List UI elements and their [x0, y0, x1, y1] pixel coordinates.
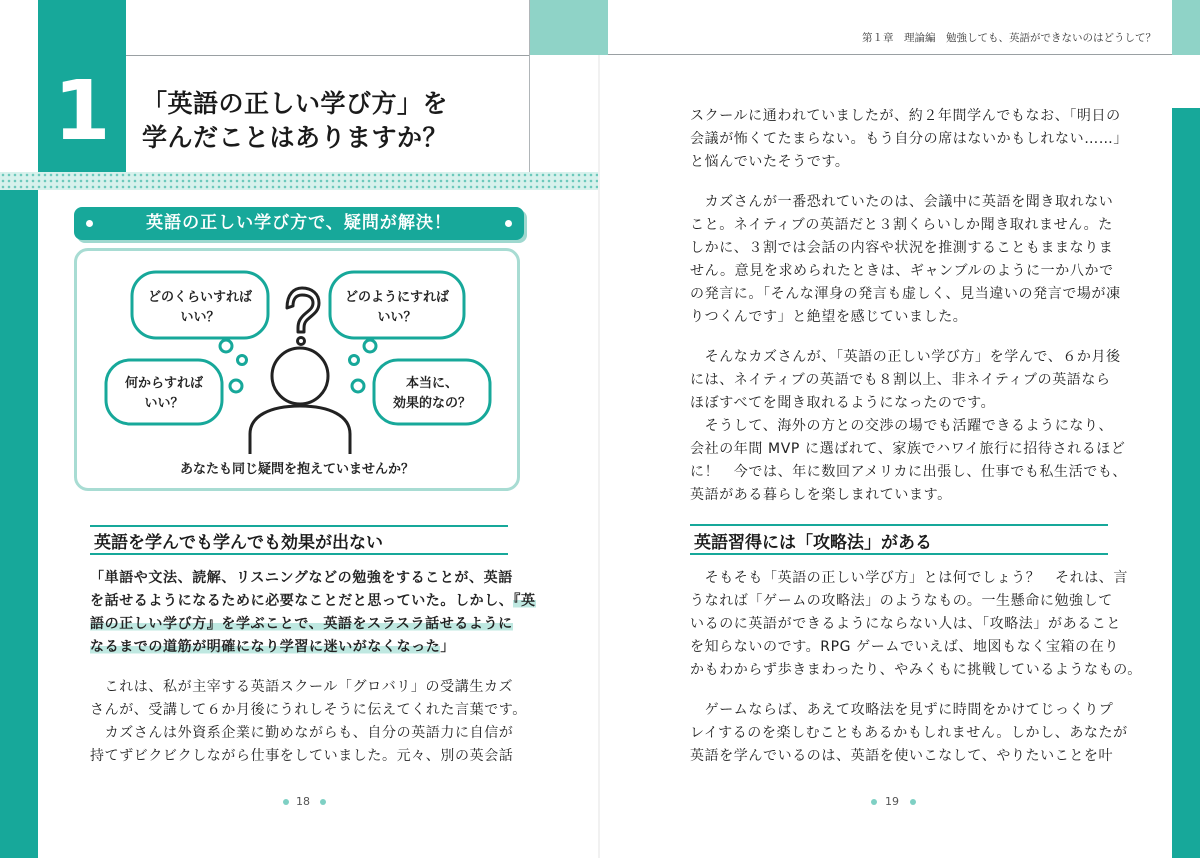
page-number-left: 18 — [296, 795, 310, 808]
body-line: 会議が怖くてたまらない。もう自分の席はないかもしれない……」 — [690, 131, 1128, 147]
header-tab — [600, 0, 608, 55]
illustration-graphic — [74, 248, 520, 491]
body-line: スクールに通われていましたが、約２年間学んでもなお、「明日の — [690, 108, 1121, 124]
heading-rule-top — [690, 524, 1108, 526]
gutter — [598, 0, 600, 858]
header-tab — [530, 0, 600, 55]
body-line: そんなカズさんが、「英語の正しい学び方」を学んで、６か月後 — [690, 349, 1121, 365]
body-line: の発言に。「そんな渾身の発言も虚しく、見当違いの発言で場が凍 — [690, 286, 1121, 302]
body-line: いるのに英語ができるようにならない人は、「攻略法」があること — [690, 616, 1121, 632]
page-title-line-1: 「英語の正しい学び方」を — [142, 89, 449, 118]
body-line: カズさんが一番恐れていたのは、会議中に英語を聞き取れない — [690, 194, 1114, 210]
thought-bubble-icon — [364, 340, 376, 352]
left-side-bar — [0, 190, 38, 858]
body-line: カズさんは外資系企業に勤めながらも、自分の英語力に自信が — [90, 725, 514, 741]
quote-line-1: 「単語や文法、読解、リスニングなどの勉強をすることが、英語 — [90, 570, 513, 586]
body-line: 英語を学んでいるのは、英語を使いこなして、やりたいことを叶 — [690, 748, 1114, 764]
quote-line-3: 語の正しい学び方』を学ぶことで、英語をスラスラ話せるように — [90, 616, 513, 632]
page-title-line-2: 学んだことはありますか？ — [142, 123, 449, 152]
folio-dot — [320, 799, 326, 805]
thought-bubble-icon — [220, 340, 232, 352]
body-line: に！ 今では、年に数回アメリカに出張し、仕事でも私生活でも、 — [690, 464, 1128, 480]
thought-bubble-icon — [350, 356, 359, 365]
body-line: これは、私が主宰する英語スクール「グロバリ」の受講生カズ — [90, 679, 514, 695]
banner-text: 英語の正しい学び方で、疑問が解決！ — [146, 213, 452, 233]
right-side-bar — [1172, 108, 1200, 858]
body-line: ゲームならば、あえて攻略法を見ずに時間をかけてじっくりプ — [690, 702, 1114, 718]
body-line: 会社の年間 MVP に選ばれて、家族でハワイ旅行に招待されるほど — [690, 441, 1126, 457]
body-line: 英語がある暮らしを楽しまれています。 — [690, 487, 952, 503]
bubble-text-2: どのようにすれば いい？ — [344, 290, 449, 325]
body-line: かもわからず歩きまわったり、やみくもに挑戦しているようなもの。 — [690, 662, 1142, 678]
body-line: りつくんです」と絶望を感じていました。 — [690, 309, 968, 325]
heading-rule-bottom — [690, 553, 1108, 555]
folio-dot — [910, 799, 916, 805]
thought-bubble-icon — [352, 380, 364, 392]
page-number-right: 19 — [885, 795, 899, 808]
bubble-text-4: 本当に、 効果的なの？ — [392, 376, 471, 411]
body-line: こと。ネイティブの英語だと３割くらいしか聞き取れません。た — [690, 217, 1113, 233]
body-line: には、ネイティブの英語でも８割以上、非ネイティブの英語なら — [690, 372, 1111, 388]
heading-rule-top — [90, 525, 508, 527]
running-head: 第１章 理論編 勉強しても、英語ができないのはどうして？ — [862, 32, 1156, 44]
thought-bubble-icon — [238, 356, 247, 365]
heading-rule-bottom — [90, 553, 508, 555]
section-heading-right: 英語習得には「攻略法」がある — [694, 533, 932, 553]
body-line: を知らないのです。RPG ゲームでいえば、地図もなく宝箱の在り — [690, 639, 1119, 655]
body-line: せん。意見を求められたときは、ギャンブルのように一か八かで — [690, 263, 1114, 279]
running-head-rule — [608, 54, 1172, 55]
thought-bubble-icon — [230, 380, 242, 392]
title-rule — [126, 55, 530, 56]
body-line: そうして、海外の方との交渉の場でも活躍できるようになり、 — [690, 418, 1114, 434]
illustration-caption: あなたも同じ疑問を抱えていませんか？ — [179, 462, 414, 477]
body-line: しかに、３割では会話の内容や状況を推測することもままなりま — [690, 240, 1114, 256]
body-line: レイするのを楽しむこともあるかもしれません。しかし、あなたが — [690, 725, 1128, 741]
question-mark-icon — [287, 288, 319, 345]
header-tab-right — [1172, 0, 1200, 55]
section-heading-left: 英語を学んでも学んでも効果が出ない — [94, 533, 383, 553]
body-line: と悩んでいたそうです。 — [690, 154, 850, 170]
quote-line-4: なるまでの道筋が明確になり学習に迷いがなくなった」 — [90, 639, 456, 655]
dotted-band — [0, 172, 600, 190]
bubble-text-1: どのくらいすれば いい？ — [147, 290, 252, 325]
body-line: うなれば「ゲームの攻略法」のようなもの。一生懸命に勉強して — [690, 593, 1113, 609]
folio-dot — [283, 799, 289, 805]
body-line: ほぼすべてを聞き取れるようになったのです。 — [690, 395, 996, 411]
body-line: さんが、受講して６か月後にうれしそうに伝えてくれた言葉です。 — [90, 702, 527, 718]
folio-dot — [871, 799, 877, 805]
person-icon — [250, 348, 350, 454]
body-line: 持てずビクビクしながら仕事をしていました。元々、別の英会話 — [90, 748, 514, 764]
bubble-text-3: 何からすれば いい？ — [124, 376, 203, 411]
body-line: そもそも「英語の正しい学び方」とは何でしょう？ それは、言 — [690, 570, 1128, 586]
chapter-number: 1 — [53, 64, 111, 159]
quote-line-2: を話せるようになるために必要なことだと思っていた。しかし、『英 — [90, 593, 536, 609]
